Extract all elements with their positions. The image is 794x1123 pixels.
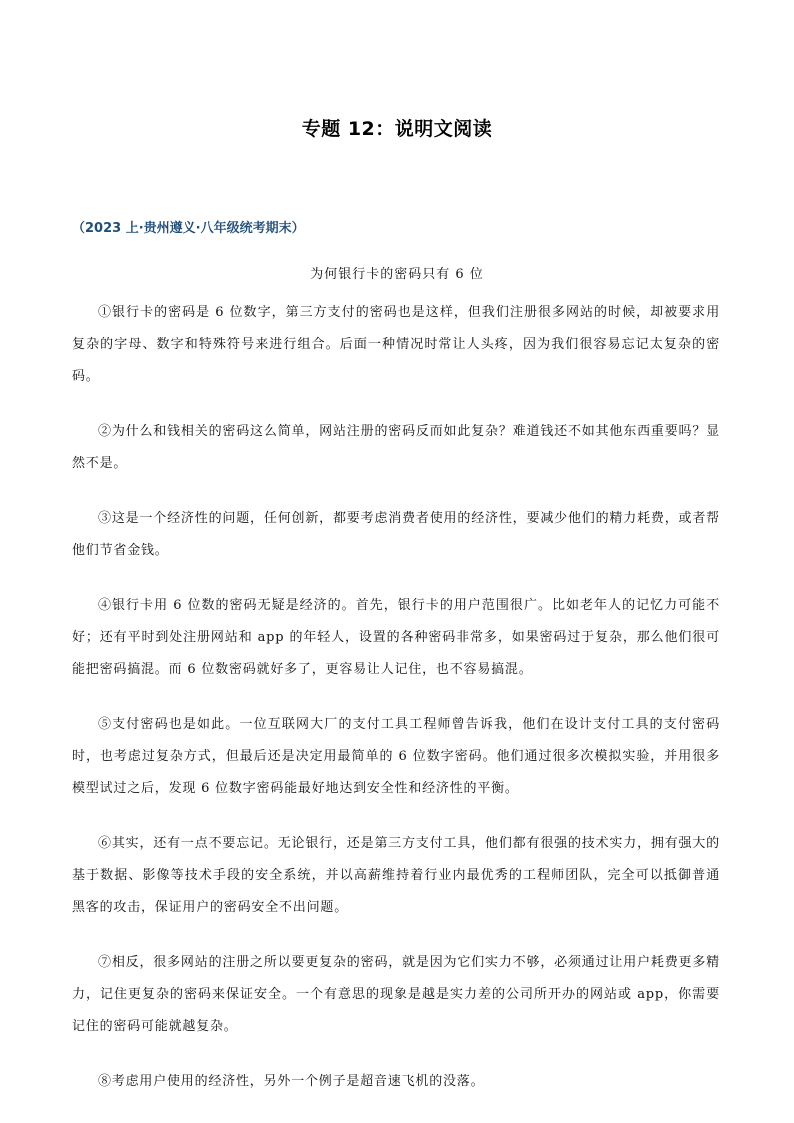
paragraph-6: ⑥其实，还有一点不要忘记。无论银行，还是第三方支付工具，他们都有很强的技术实力，拥有强大的基于数据、影像等技术手段的安全系统，并以高薪维持着行业内最优秀的工程师团队，完全可以抵御普通黑客的攻击，保证用户的密码安全不出问题。 [72, 836, 720, 915]
paragraph-8: ⑧考虑用户使用的经济性，另外一个例子是超音速飞机的没落。 [98, 1074, 485, 1089]
source-note: （2023 上·贵州遵义·八年级统考期末） [72, 221, 305, 236]
paragraph-1: ①银行卡的密码是 6 位数字，第三方支付的密码也是这样，但我们注册很多网站的时候，却被要求用复杂的字母、数字和特殊符号来进行组合。后面一种情况时常让人头疼，因为我们很容易忘记太复杂的密码。 [72, 305, 720, 384]
paragraph-2: ②为什么和钱相关的密码这么简单，网站注册的密码反而如此复杂？难道钱还不如其他东西重要吗？显然不是。 [72, 424, 720, 471]
article-body [72, 297, 720, 1121]
page-title: 专题 12：说明文阅读 [301, 118, 493, 140]
article-title: 为何银行卡的密码只有 6 位 [310, 267, 484, 282]
paragraph-5: ⑤支付密码也是如此。一位互联网大厂的支付工具工程师曾告诉我，他们在设计支付工具的支付密码时，也考虑过复杂方式，但最后还是决定用最简单的 6 位数字密码。他们通过很多次模拟实验，并用很多模型试过之后，发现 6 位数字密码能最好地达到安全性和经济性的平衡。 [72, 717, 720, 796]
paragraph-7: ⑦相反，很多网站的注册之所以要更复杂的密码，就是因为它们实力不够，必须通过让用户耗费更多精力，记住更复杂的密码来保证安全。一个有意思的现象是越是实力差的公司所开办的网站或 app，你需要记住的密码可能就越复杂。 [72, 955, 720, 1034]
paragraph-3: ③这是一个经济性的问题，任何创新，都要考虑消费者使用的经济性，要减少他们的精力耗费，或者帮他们节省金钱。 [72, 511, 720, 558]
paragraph-4: ④银行卡用 6 位数的密码无疑是经济的。首先，银行卡的用户范围很广。比如老年人的记忆力可能不好；还有平时到处注册网站和 app 的年轻人，设置的各种密码非常多，如果密码过于复杂，那么他们很可能把密码搞混。而 6 位数密码就好多了，更容易让人记住，也不容易搞混。 [72, 598, 720, 677]
